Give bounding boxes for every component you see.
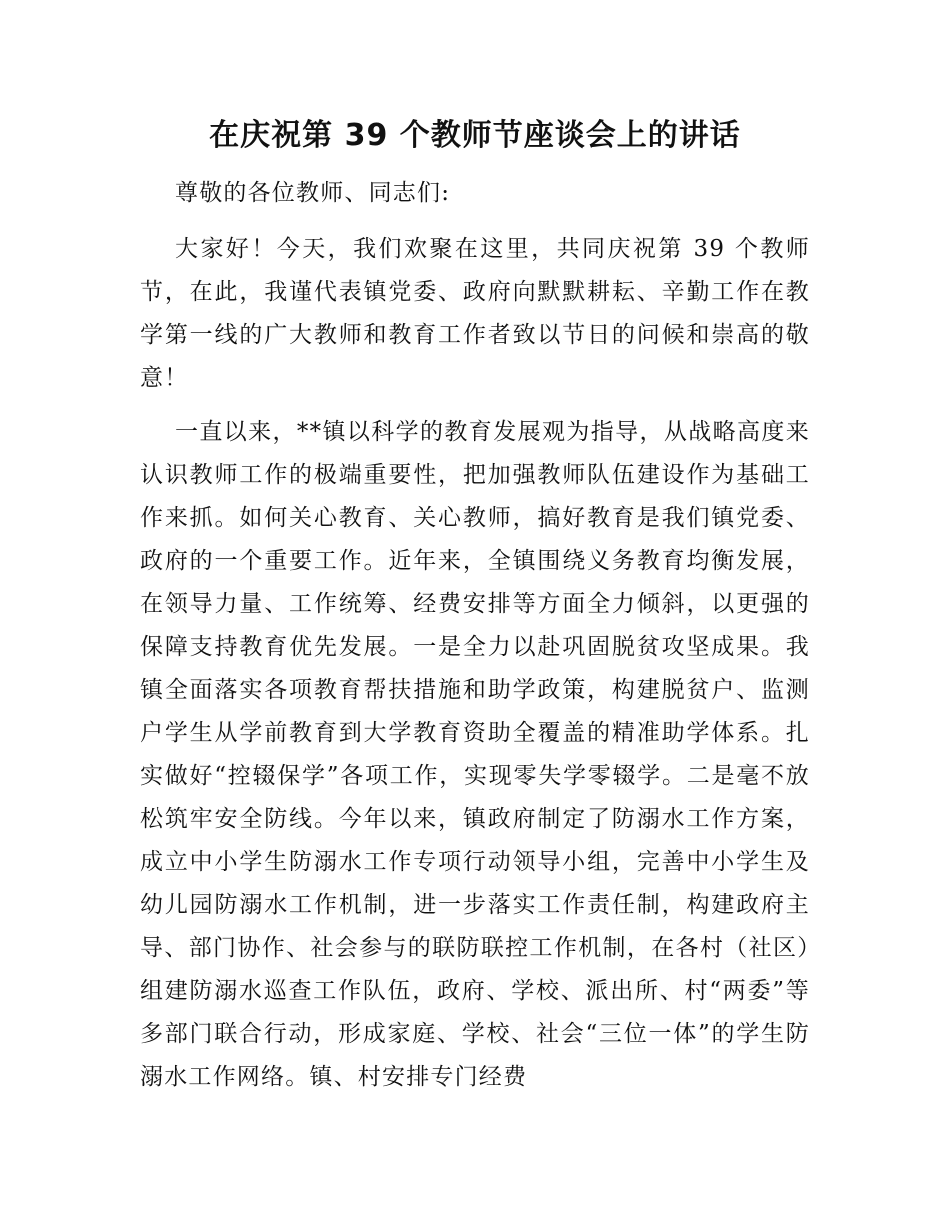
document-title: 在庆祝第 39 个教师节座谈会上的讲话 <box>209 118 741 153</box>
salutation: 尊敬的各位教师、同志们: <box>175 180 451 206</box>
paragraph-education-work: 一直以来，**镇以科学的教育发展观为指导，从战略高度来认识教师工作的极端重要性，把加强教师队伍建设作为基础工作来抓。如何关心教育、关心教师，搞好教育是我们镇党委、政府的一个重要工作。近年来，全镇围绕义务教育均衡发展，在领导力量、工作统筹、经费安排等方面全力倾斜，以更强的保障支持教育优先发展。一是全力以赴巩固脱贫攻坚成果。我镇全面落实各项教育帮扶措施和助学政策，构建脱贫户、监测户学生从学前教育到大学教育资助全覆盖的精准助学体系。扎实做好“控辍保学”各项工作，实现零失学零辍学。二是毫不放松筑牢安全防线。今年以来，镇政府制定了防溺水工作方案，成立中小学生防溺水工作专项行动领导小组，完善中小学生及幼儿园防溺水工作机制，进一步落实工作责任制，构建政府主导、部门协作、社会参与的联防联控工作机制，在各村（社区）组建防溺水巡查工作队伍，政府、学校、派出所、村“两委”等多部门联合行动，形成家庭、学校、社会“三位一体”的学生防溺水工作网络。镇、村安排专门经费 <box>140 419 810 1090</box>
document-body <box>140 172 810 1110</box>
paragraph-greeting: 大家好！今天，我们欢聚在这里，共同庆祝第 39 个教师节，在此，我谨代表镇党委、政府向默默耕耘、辛勤工作在教学第一线的广大教师和教育工作者致以节日的问候和崇高的敬意！ <box>140 236 810 391</box>
